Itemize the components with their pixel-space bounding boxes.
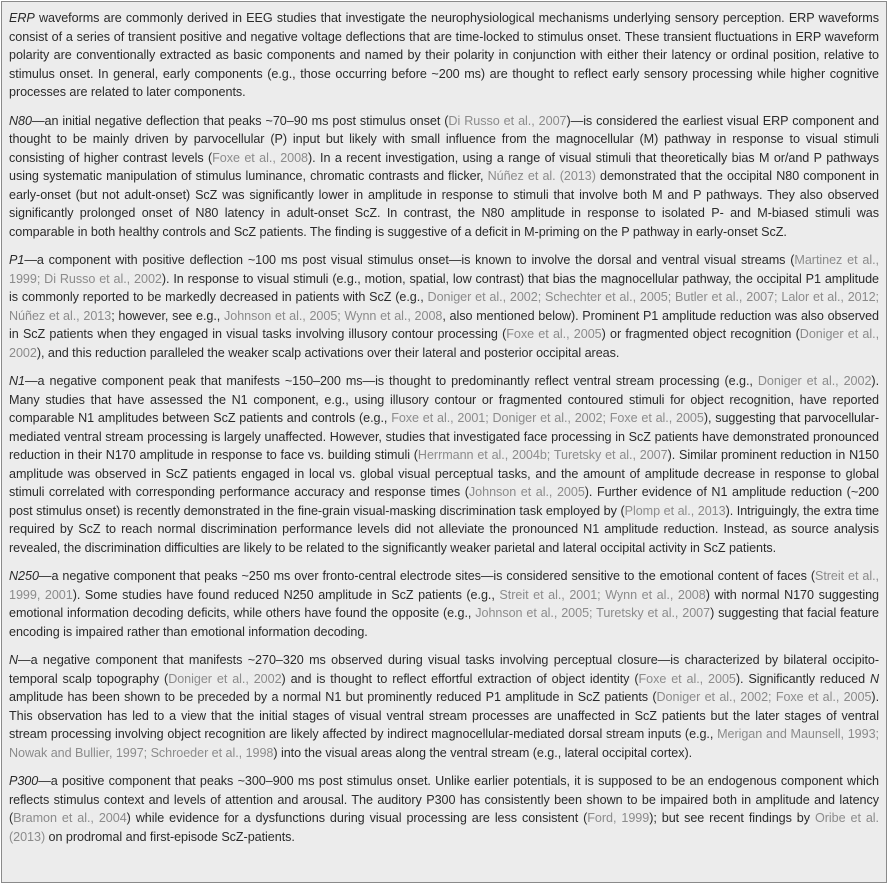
body-text: —a component with positive deflection ~100 ms post visual stimulus onset—is known to involve the dorsal and ventral visual streams ( [24, 253, 795, 267]
component-term: N250 [9, 569, 39, 583]
paragraph [9, 251, 879, 362]
citation-link[interactable]: Ford, 1999 [587, 811, 650, 825]
body-text: ). Similar prominent reduction in N150 amplitude was observed in ScZ patients engaged in local vs. global visual perceptual tasks, and the amount of amplitude decrease in response to global stimuli correlated with corresponding performance accuracy and response times ( [9, 448, 879, 499]
body-text: amplitude has been shown to be preceded by a normal N1 but prominently reduced P1 amplitude in ScZ patients ( [9, 690, 657, 704]
citation-link[interactable]: Herrmann et al., 2004b; Turetsky et al., 2007 [417, 448, 668, 462]
component-term: N1 [9, 374, 25, 388]
body-text: ), and this reduction paralleled the weaker scalp activations over their lateral and posterior occipital areas. [36, 345, 620, 360]
component-term: N [9, 653, 19, 667]
citation-link[interactable]: Foxe et al., 2008 [212, 150, 309, 165]
citation-link[interactable]: Foxe et al., 2005 [638, 671, 736, 686]
body-text: ) or fragmented object recognition ( [601, 327, 800, 341]
citation-link[interactable]: Oribe et al. (2013) [9, 811, 880, 844]
citation-link[interactable]: Núñez et al. (2013) [487, 169, 596, 183]
citation-link[interactable]: Merigan and Maunsell, 1993; Nowak and Bullier, 1997; Schroeder et al., 1998 [9, 727, 879, 760]
citation-link[interactable]: Doniger et al., 2002 [757, 374, 872, 388]
body-text: ). Further evidence of N1 amplitude reduction (~200 post stimulus onset) is recently demonstrated in the fine-grain visual-masking discrimination task employed by ( [9, 485, 879, 518]
paragraph [9, 567, 879, 641]
citation-link[interactable]: Di Russo et al., 2007 [448, 113, 567, 128]
body-text: on prodromal and first-episode ScZ-patients. [45, 829, 295, 844]
body-text: demonstrated that the occipital N80 component in early-onset (but not adult-onset) ScZ was significantly lower in amplitude in response to stimuli that involve both M and P pathways. They also observed significantly prolonged onset of N80 latency in adult-onset ScZ. In contrast, the N80 amplitude in response to isolated P- and M-biased stimuli was comparable in both healthy controls and ScZ patients. The finding is suggestive of a deficit in M-priming on the P pathway in early-onset ScZ. [9, 169, 879, 239]
citation-link[interactable]: Bramon et al., 2004 [13, 811, 127, 825]
body-text: ). Some studies have found reduced N250 amplitude in ScZ patients (e.g., [72, 587, 500, 602]
paragraph [9, 112, 879, 242]
body-text: , also mentioned below). Prominent P1 amplitude reduction was also observed in ScZ patients when they engaged in visual tasks involving illusory contour processing ( [9, 308, 879, 341]
citation-link[interactable]: Foxe et al., 2005 [506, 327, 602, 341]
citation-link[interactable]: Johnson et al., 2005; Turetsky et al., 2007 [475, 606, 711, 620]
citation-link[interactable]: Streit et al., 1999, 2001 [9, 569, 879, 602]
component-term: N80 [9, 113, 32, 128]
component-term: P1 [9, 253, 25, 267]
body-text: ) suggesting that facial feature encoding is impaired rather than emotional information decoding. [9, 606, 879, 639]
body-text: ) with normal N170 suggesting emotional information decoding deficits, while others have found the opposite (e.g., [9, 587, 879, 620]
citation-link[interactable]: Plomp et al., 2013 [624, 503, 726, 518]
body-text: —a negative component peak that manifests ~150–200 ms—is thought to predominantly reflect ventral stream processing (e.g., [25, 374, 758, 388]
citation-link[interactable]: Doniger et al., 2002; Foxe et al., 2005 [656, 690, 872, 704]
citation-link[interactable]: Martinez et al., 1999; Di Russo et al., 2002 [9, 253, 880, 286]
body-text: ) and is thought to reflect effortful extraction of object identity ( [281, 671, 639, 686]
body-text: —a positive component that peaks ~300–900 ms post stimulus onset. Unlike earlier potentials, it is supposed to be an endogenous component which reflects stimulus context and levels of attention and arousal. The auditory P300 has consistently been shown to be impaired both in amplitude and latency ( [9, 774, 879, 825]
citation-link[interactable]: Foxe et al., 2001; Doniger et al., 2002; Foxe et al., 2005 [391, 411, 704, 425]
body-text: )—is considered the earliest visual ERP component and thought to be mainly driven by parvocellular (P) input but likely with small influence from the magnocellular (M) pathway in response to visual stimuli consisting of higher contrast levels ( [9, 113, 879, 165]
body-text: ). In response to visual stimuli (e.g., motion, spatial, low contrast) that bias the magnocellular pathway, the occipital P1 amplitude is commonly reported to be markedly decreased in patients with ScZ (e.g., [9, 271, 879, 304]
body-text: ; however, see e.g., [111, 308, 224, 323]
body-text: ). Significantly reduced [735, 671, 870, 686]
paragraph [9, 772, 879, 846]
body-text: ). Intriguingly, the extra time required by ScZ to reach normal discrimination performance levels did not alleviate the pronounced N1 amplitude reduction. Instead, as source analysis revealed, the discrimination difficulties are likely to be related to the significantly weaker parietal and lateral occipital activity in ScZ patients. [9, 503, 879, 555]
body-text: ). Many studies that have assessed the N1 component, e.g., using illusory contour or fragmented contoured stimuli for object recognition, have reported comparable N1 amplitudes between ScZ patients and controls (e.g., [9, 374, 880, 425]
text-box [1, 1, 887, 883]
citation-link[interactable]: Doniger et al., 2002 [168, 671, 282, 686]
citation-link[interactable]: Johnson et al., 2005 [468, 485, 585, 499]
body-text: ). In a recent investigation, using a range of visual stimuli that theoretically bias M or/and P pathways using systematic manipulation of stimulus luminance, chromatic contrasts and flicker, [9, 150, 879, 183]
body-text: waveforms are commonly derived in EEG studies that investigate the neurophysiological mechanisms underlying sensory perception. ERP waveforms consist of a series of transient positive and negative voltage deflections that are time-locked to stimulus onset. These transient fluctuations in ERP waveform polarity are conventionally extracted as basic components and named by their polarity in conjunction with either their latency or ordinal position, relative to stimulus onset. In general, early components (e.g., those occurring before ~200 ms) are thought to reflect early sensory processing while higher cognitive processes are related to later components. [9, 11, 879, 99]
paragraph [9, 9, 879, 102]
body-text: —an initial negative deflection that peaks ~70–90 ms post stimulus onset ( [31, 113, 449, 128]
body-text: —a negative component that peaks ~250 ms over fronto-central electrode sites—is considered sensitive to the emotional content of faces ( [38, 569, 815, 583]
citation-link[interactable]: Streit et al., 2001; Wynn et al., 2008 [499, 587, 706, 602]
body-text: ). This observation has led to a view that the initial stages of visual ventral stream processes are unaffected in ScZ patients but the later stages of ventral stream processing involving object recognition are likely affected by indirect magnocellular-mediated dorsal stream inputs (e.g., [9, 690, 880, 741]
body-text: ) while evidence for a dysfunctions during visual processing are less consistent ( [126, 811, 588, 825]
body-text: ); but see recent findings by [649, 811, 815, 825]
body-text: ) into the visual areas along the ventral stream (e.g., lateral occipital cortex). [273, 745, 693, 760]
component-term: ERP [9, 11, 35, 25]
citation-link[interactable]: Doniger et al., 2002; Schechter et al., 2005; Butler et al., 2007; Lalor et al., 2012; Núñez et al., 2013 [9, 290, 879, 323]
component-term: P300 [9, 774, 39, 788]
paragraph [9, 651, 879, 762]
body-text: ), suggesting that parvocellular-mediated ventral stream processing is largely unaffected. However, studies that investigated face processing in ScZ patients have demonstrated pronounced reduction in their N170 amplitude in response to face vs. building stimuli ( [9, 411, 879, 462]
citation-link[interactable]: Johnson et al., 2005; Wynn et al., 2008 [224, 308, 443, 323]
component-term: N [869, 671, 879, 686]
body-text: —a negative component that manifests ~270–320 ms observed during visual tasks involving perceptual closure—is characterized by bilateral occipito-temporal scalp topography ( [9, 653, 879, 686]
paragraph [9, 372, 879, 557]
citation-link[interactable]: Doniger et al., 2002 [9, 327, 880, 360]
